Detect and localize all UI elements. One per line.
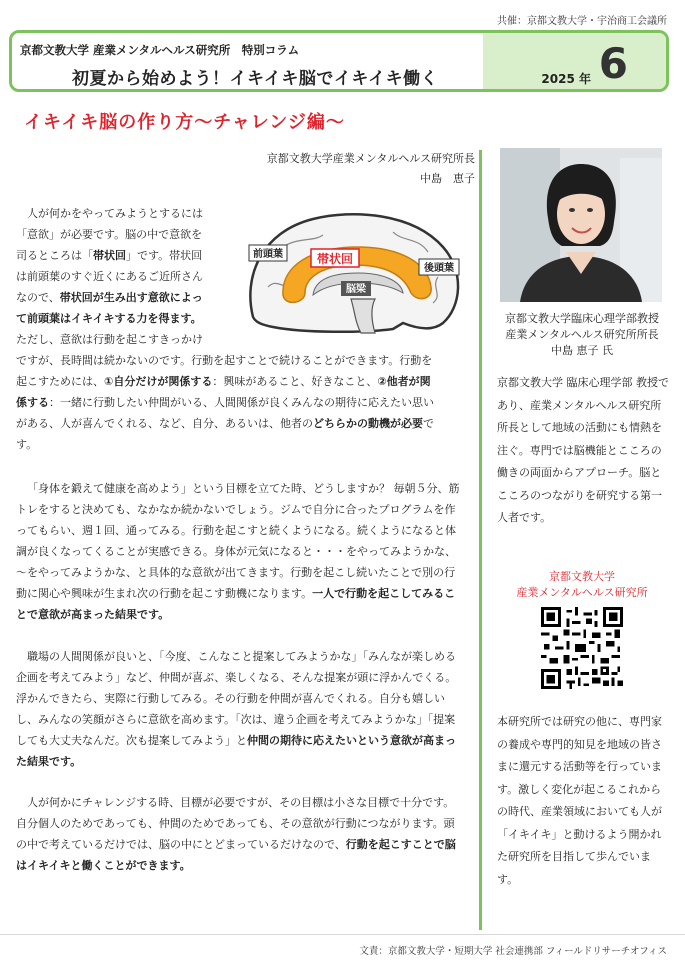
p1-line: て前頭葉はイキイキする力を得ます。 [16,312,202,325]
cohost-credit: 共催：京都文教大学・宇治商工会議所 [497,16,667,27]
p1-line: 司るところは「帯状回」です。帯状回 [16,249,203,262]
p1-line: は前頭葉のすぐ近くにあるご近所さん [16,270,203,283]
author-bio: 京都文教大学 臨床心理学部 教授であり、産業メンタルヘルス研究所所長として地域の活動にも情熱を注ぐ。専門では脳機能とこころの働きの両面からアプローチ。脳とこころのつながりを研究する第一人者です。 [497,376,669,524]
p1-line: 「意欲」が必要です。脳の中で意欲を [16,228,203,241]
p1-line: ただし、意欲は行動を起こすきっかけ [16,333,203,346]
corpus-label: 脳梁 [346,284,366,295]
article-paragraph-1-intro [16,203,234,350]
column-title: 初夏から始めよう！イキイキ脳でイキイキ働く [72,69,439,89]
header-banner [9,30,669,92]
section-title: イキイキ脳の作り方～チャレンジ編～ [24,112,345,133]
column-series-label: 京都文教大学 産業メンタルヘルス研究所 特別コラム [20,43,300,57]
occipital-label: 後頭葉 [424,263,454,274]
p1-line: なので、帯状回が生み出す意欲によっ [16,291,203,304]
institute-description: 本研究所では研究の他に、専門家の養成や専門的知見を地域の皆さまに還元する活動等を行っています。激しく変化が起こるこれからの時代、産業領域においても人が「イキイキ」と動けるよう開かれた研究所を目指して歩んでいます。 [497,715,662,886]
issue-number: 6 [598,39,628,88]
article-paragraph-1-cont: ですが、長時間は続かないのです。行動を起すことで続けることができます。行動を 起こすためには、①自分だけが関係する：興味があること、好きなこと、②他者が関 係する：一緒に行動したい仲間がいる、人間関係が良くみんなの期待に応えたい思い がある、人が喜んでくれる、など、自分、あるいは、他者のどちらかの動機が必要で す。 [16,354,434,451]
author-affiliation: 京都文教大学産業メンタルヘルス研究所長 [266,152,475,165]
qr-code[interactable] [541,607,623,689]
frontal-label: 前頭葉 [253,249,283,260]
author-photo-caption: 京都文教大学臨床心理学部教授 産業メンタルヘルス研究所所長 中島 恵子 氏 [505,312,659,357]
article-paragraph-4: 人が何かにチャレンジする時、目標が必要ですが、その目標は小さな目標で十分です。自分個人のためであっても、仲間のためであっても、その意欲が行動につながります。頭の中で考えているだけでは、脳の中にとどまっているだけなので、行動を起こすことで脳はイキイキと働くことができます。 [16,796,456,872]
author-photo [500,148,662,302]
article-paragraph-2: 「身体を鍛えて健康を高めよう」という目標を立てた時、どうしますか？ 毎朝５分、筋トレをすると決めても、なかなか続かないでしょう。ジムで自分に合ったプログラムを作ってもらい、週１回、通ってみる。行動を起こすと続くようになる。続くようになると体調が良くなってくることが実感できる。身体が元気になると・・・をやってみようかな、～をやってみようかな、と具体的な意欲が出てきます。行動を起こし続いたことで別の行動に関心や興味が生まれ次の行動を起こす動機になります。一人で行動を起こしてみることで意欲が高まった結果です。 [16,482,460,621]
footer-credit: 文責：京都文教大学・短期大学 社会連携部 フィールドリサーチオフィス [359,946,667,957]
column-divider [479,150,482,930]
author-name: 中島 恵子 [420,172,475,185]
p1-line: 人が何かをやってみようとするには [27,207,203,220]
issue-year: 2025 年 [541,72,591,86]
cingulate-label: 帯状回 [316,252,354,266]
article-paragraph-3: 職場の人間関係が良いと、「今度、こんなこと提案してみようかな」「みんなが楽しめる企画を考えてみよう」など、仲間が喜ぶ、楽しくなる、そんな提案が頭に浮かんでくる。浮かんできたら、実際に行動してみる。その行動を仲間が喜んでくれる。自分も嬉しいし、みんなの笑顔がさらに意欲を高めます。「次は、違う企画を考えてみようかな」「提案しても大丈夫なんだ。次も提案してみよう」と仲間の期待に応えたいという意欲が高まった結果です。 [16,650,457,768]
brain-diagram [243,207,465,337]
lab-name: 京都文教大学 産業メンタルヘルス研究所 [516,570,648,599]
footer-divider [0,934,685,935]
